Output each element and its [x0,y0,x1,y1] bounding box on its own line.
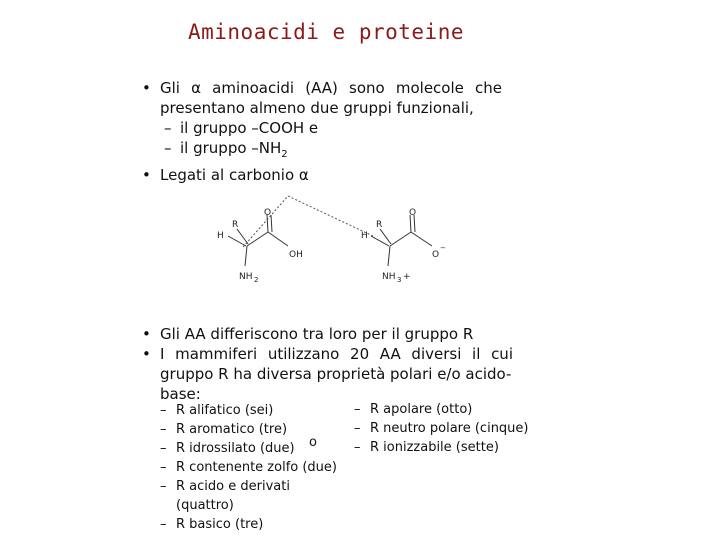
category-item [140,420,350,439]
category-item [140,439,350,458]
dash-icon: – [160,403,167,418]
right-category-list [334,400,534,457]
bullet-icon: • [142,345,151,363]
dash-icon: – [160,441,167,456]
dash-icon: – [160,517,167,532]
sub-item-text: il gruppo –COOH e [180,119,319,137]
left-h-label: H [217,231,224,241]
right-plus-label: + [403,272,411,282]
category-item [140,515,350,534]
bullet-text: I mammiferi utilizzano 20 AA diversi il cui [160,345,513,363]
body-section [140,324,513,404]
category-item [334,438,534,457]
category-item [140,458,350,477]
category-item-text: R alifatico (sei) [176,403,274,418]
right-nh-label: NH [382,272,396,282]
right-r-label: R [376,220,383,230]
bullet-icon: • [142,79,151,97]
category-item-text: R acido e derivati (quattro) [176,479,290,513]
category-item-text: R basico (tre) [176,517,264,532]
right-minus-label: − [440,244,446,252]
left-category-list [140,401,350,534]
right-nh-subscript: 3 [397,276,402,284]
category-item-text: R apolare (otto) [370,402,473,417]
category-item-text: R contenente zolfo (due) [176,460,337,475]
dash-icon: – [160,422,167,437]
bullet-text-continuation: presentano almeno due gruppi funzionali, [160,99,474,117]
left-nh-subscript: 2 [254,276,259,284]
dashed-pointer [243,196,375,247]
category-item-text: R neutro polare (cinque) [370,421,529,436]
left-o-label: O [264,208,272,218]
stray-mark: o [309,435,317,450]
bullet-text: Legati al carbonio α [160,166,309,184]
dash-icon: – [160,460,167,475]
dash-icon: – [164,119,172,137]
right-o-label: O [409,208,417,218]
bullet-text: Gli α aminoacidi (AA) sono molecole che [160,79,502,97]
bullet-text-continuation: base: [160,385,201,403]
category-item-text: R idrossilato (due) [176,441,295,456]
category-item [334,419,534,438]
dash-icon: – [164,139,172,157]
left-oh-label: OH [289,250,303,260]
left-r-label: R [232,220,239,230]
category-item-text: R ionizzabile (sette) [370,440,499,455]
bullet-text: Gli AA differiscono tra loro per il gruppo R [160,325,474,343]
bullet-text-continuation: gruppo R ha diversa proprietà polari e/o acido- [160,365,512,383]
category-item [334,400,534,419]
subscript: 2 [281,149,288,160]
right-h-label: H [361,231,368,241]
category-item [140,401,350,420]
bullet-item [140,324,513,344]
category-item [140,477,350,515]
bullet-icon: • [142,325,151,343]
dash-icon: – [354,421,361,436]
bullet-item [140,344,513,364]
dash-icon: – [160,479,167,494]
left-nh-label: NH [239,272,253,282]
category-item-text: R aromatico (tre) [176,422,288,437]
dash-icon: – [354,440,361,455]
page-title: Aminoacidi e proteine [187,20,464,44]
bullet-icon: • [142,166,151,184]
dash-icon: – [354,402,361,417]
sub-item-text: il gruppo –NH [180,139,282,157]
right-o-minus-label: O [432,250,440,260]
